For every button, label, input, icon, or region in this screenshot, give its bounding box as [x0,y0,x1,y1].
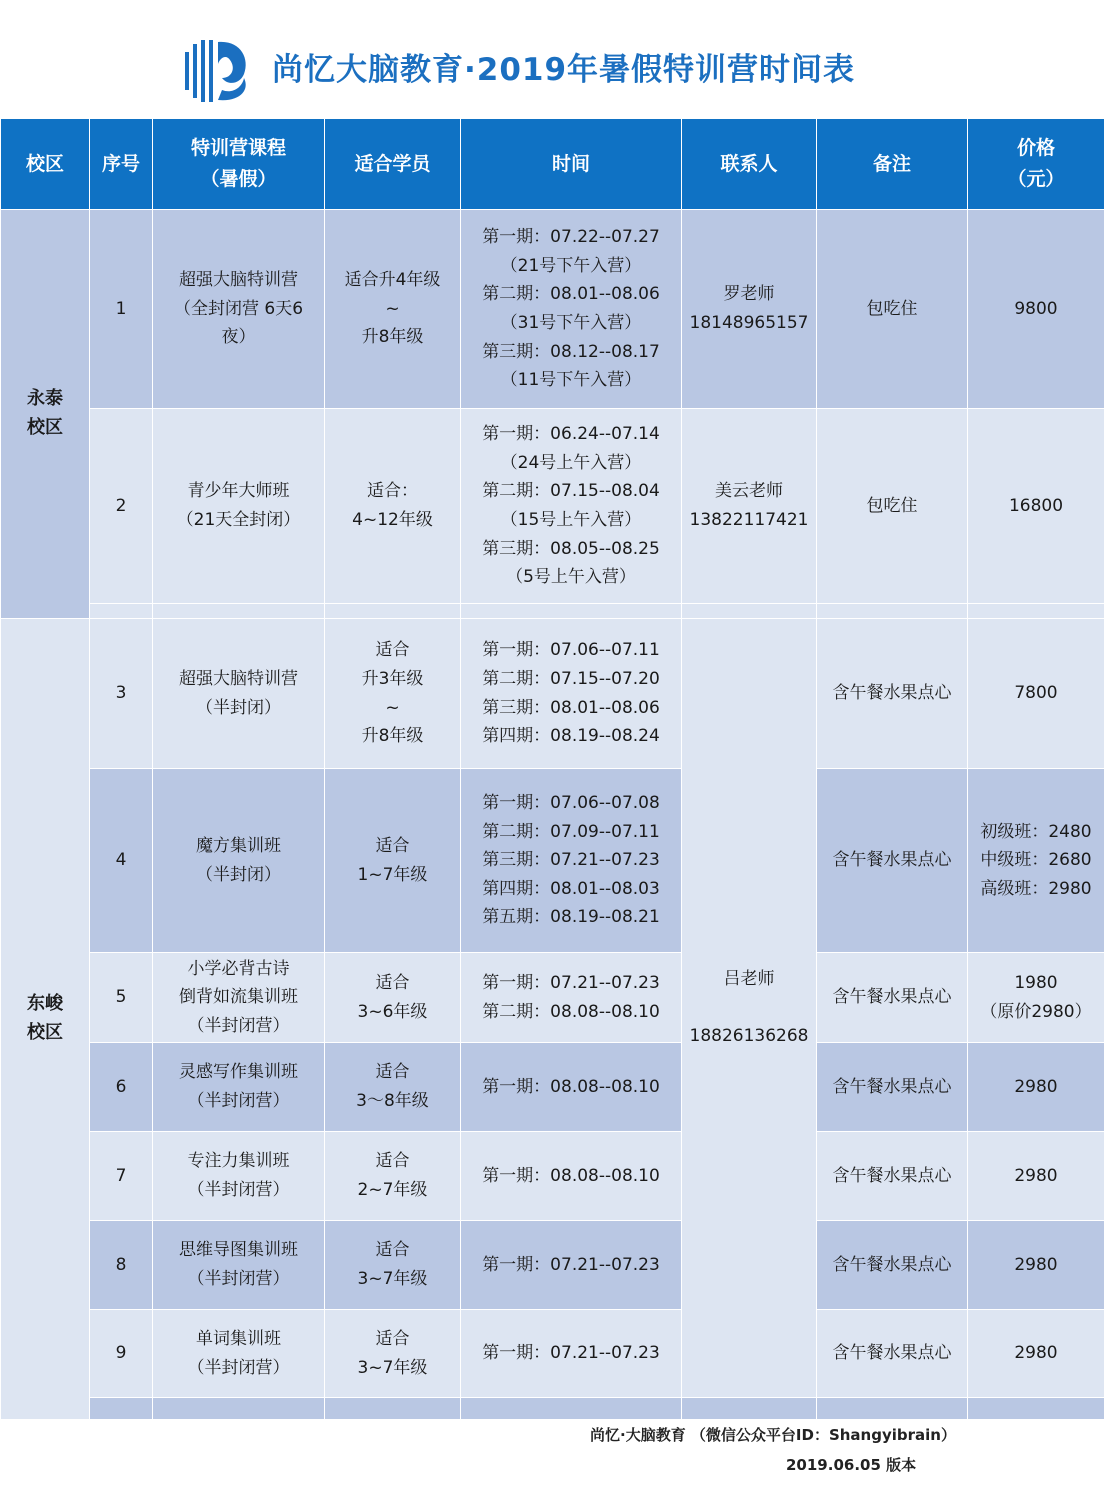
column-header: 价格 （元） [968,119,1104,210]
campus-cell: 东峻 校区 [1,619,90,1420]
price: 7800 [968,619,1104,769]
row-number: 8 [90,1221,153,1310]
suitable-students: 适合 2~7年级 [325,1132,461,1221]
contact-phone: 13822117421 [689,510,809,530]
course-name: 单词集训班 （半封闭营） [153,1310,325,1398]
footer-publisher: 尚忆·大脑教育 （微信公众平台ID：Shangyibrain） [590,1426,956,1444]
suitable-students: 适合 3~6年级 [325,953,461,1043]
note: 含午餐水果点心 [817,769,968,953]
note: 包吃住 [817,409,968,604]
page-title: 尚忆大脑教育·2019年暑假特训营时间表 [272,52,856,88]
note: 含午餐水果点心 [817,1043,968,1132]
course-name: 小学必背古诗 倒背如流集训班 （半封闭营） [153,953,325,1043]
schedule-time: 第一期：07.21--07.23 第二期：08.08--08.10 [461,953,682,1043]
spacer-row [1,604,1104,619]
suitable-students: 适合升4年级 ~ 升8年级 [325,210,461,409]
schedule-table [0,118,1104,1420]
suitable-students: 适合 1~7年级 [325,769,461,953]
spacer-row [1,1398,1104,1420]
row-number: 2 [90,409,153,604]
course-name: 思维导图集训班 （半封闭营） [153,1221,325,1310]
note: 含午餐水果点心 [817,1310,968,1398]
course-name: 超强大脑特训营 （全封闭营 6天6 夜） [153,210,325,409]
contact-phone: 18826136268 [689,1026,809,1046]
note: 含午餐水果点心 [817,1221,968,1310]
row-number: 9 [90,1310,153,1398]
suitable-students: 适合 3～8年级 [325,1043,461,1132]
contact-name: 美云老师 [715,481,783,502]
note: 含午餐水果点心 [817,619,968,769]
price: 2980 [968,1132,1104,1221]
contact-name: 罗老师 [723,284,775,305]
page-header [0,0,1104,118]
column-header: 特训营课程 （暑假） [153,119,325,210]
campus-cell: 永泰 校区 [1,210,90,619]
price: 2980 [968,1043,1104,1132]
table-row [1,1043,1104,1132]
price: 16800 [968,409,1104,604]
course-name: 专注力集训班 （半封闭营） [153,1132,325,1221]
note: 含午餐水果点心 [817,953,968,1043]
price: 初级班：2480 中级班：2680 高级班：2980 [968,769,1104,953]
schedule-time: 第一期：08.08--08.10 [461,1043,682,1132]
table-row [1,1310,1104,1398]
brain-logo-icon [182,38,250,104]
table-row [1,409,1104,604]
footer-version: 2019.06.05 版本 [786,1456,917,1474]
column-header: 校区 [1,119,90,210]
table-row [1,1132,1104,1221]
price: 2980 [968,1221,1104,1310]
schedule-time: 第一期：07.22--07.27 （21号下午入营） 第二期：08.01--08.06 （31号下午入营） 第三期：08.12--08.17 （11号下午入营） [461,210,682,409]
table-row [1,1221,1104,1310]
row-number: 5 [90,953,153,1043]
contact-phone: 18148965157 [689,313,809,333]
contact-cell [682,619,817,1398]
table-row [1,953,1104,1043]
table-row [1,769,1104,953]
course-name: 魔方集训班 （半封闭） [153,769,325,953]
course-name: 青少年大师班 （21天全封闭） [153,409,325,604]
table-row [1,210,1104,409]
schedule-time: 第一期：07.21--07.23 [461,1221,682,1310]
contact-cell [682,210,817,409]
row-number: 6 [90,1043,153,1132]
course-name: 灵感写作集训班 （半封闭营） [153,1043,325,1132]
schedule-time: 第一期：07.06--07.11 第二期：07.15--07.20 第三期：08.01--08.06 第四期：08.19--08.24 [461,619,682,769]
table-header-row [1,119,1104,210]
schedule-time: 第一期：07.06--07.08 第二期：07.09--07.11 第三期：07.21--07.23 第四期：08.01--08.03 第五期：08.19--08.21 [461,769,682,953]
suitable-students: 适合 升3年级 ~ 升8年级 [325,619,461,769]
price: 9800 [968,210,1104,409]
suitable-students: 适合 3~7年级 [325,1310,461,1398]
schedule-time: 第一期：08.08--08.10 [461,1132,682,1221]
suitable-students: 适合 3~7年级 [325,1221,461,1310]
contact-name: 吕老师 [723,969,775,990]
column-header: 时间 [461,119,682,210]
table-row [1,619,1104,769]
suitable-students: 适合： 4~12年级 [325,409,461,604]
course-name: 超强大脑特训营 （半封闭） [153,619,325,769]
schedule-time: 第一期：06.24--07.14 （24号上午入营） 第二期：07.15--08.04 （15号上午入营） 第三期：08.05--08.25 （5号上午入营） [461,409,682,604]
price: 2980 [968,1310,1104,1398]
column-header: 备注 [817,119,968,210]
contact-cell [682,409,817,604]
row-number: 7 [90,1132,153,1221]
row-number: 4 [90,769,153,953]
column-header: 序号 [90,119,153,210]
note: 含午餐水果点心 [817,1132,968,1221]
schedule-time: 第一期：07.21--07.23 [461,1310,682,1398]
row-number: 1 [90,210,153,409]
row-number: 3 [90,619,153,769]
note: 包吃住 [817,210,968,409]
column-header: 联系人 [682,119,817,210]
column-header: 适合学员 [325,119,461,210]
price: 1980 （原价2980） [968,953,1104,1043]
